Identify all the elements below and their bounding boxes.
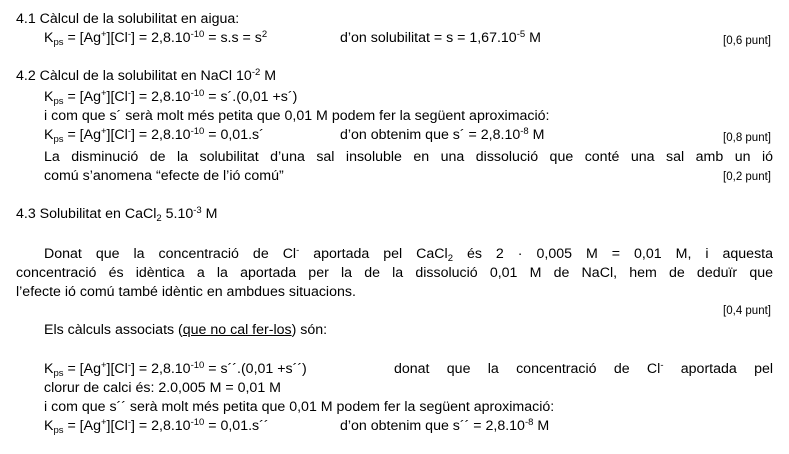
approx-equation-4-3: $K_{ps} = [Ag^+][Cl^-] = 2,8.10^{-10}$ = 0,01.s´´ [44,417,269,436]
approximation-text-4-3: i com que s´´ serà molt més petita que 0,01 M podem fer la següent aproximació: [44,399,555,415]
points-4-1: [0,6 punt] [723,35,771,47]
cacl2-paragraph-line-3: l’efecte ió comú també idèntic en ambdues situacions. [16,284,356,300]
section-4-3-heading: 4.3 Solubilitat en CaCl$_2$ $5.10^{-3}$ M [16,205,218,224]
section-4-1-heading: 4.1 Càlcul de la solubilitat en aigua: [16,11,240,27]
points-4-2-definition: [0,2 punt] [723,171,771,183]
approximation-text-4-2: i com que s´ serà molt més petita que 0,01 M podem fer la següent aproximació: [44,108,550,124]
points-4-2-calc: [0,8 punt] [723,132,771,144]
cacl2-paragraph-line-2: concentració és idèntica a la aportada per la de la dissolució 0,01 M de NaCl, hem de deduïr que [16,265,773,281]
common-ion-paragraph-line-2: comú s’anomena “efecte de l’ió comú” [44,168,284,184]
solubility-result-4-2: d’on obtenim que s´ = $2,8.10^{-8}$ M [340,126,545,143]
ksp-equation-4-2: $K_{ps} = [Ag^+][Cl^-] = 2,8.10^{-10}$ = s´.(0,01 +s´) [44,88,298,107]
common-ion-paragraph-line-1: La disminució de la solubilitat d’una sal insoluble en una dissolució que conté una sal amb un ió [44,149,773,165]
calcium-chloride-line: clorur de calci és: 2.0,005 M = 0,01 M [44,380,281,396]
section-4-2-heading: 4.2 Càlcul de la solubilitat en NaCl $10^{-2}$ M [16,67,277,84]
ksp-equation-4-3: $K_{ps} = [Ag^+][Cl^-] = 2,8.10^{-10}$ = s´´.(0,01 +s´´) [44,360,307,379]
solubility-result-4-1: d’on solubilitat = $s = 1,67.10^{-5}$ M [340,29,541,46]
solubility-result-4-3: d’on obtenim que s´´ = $2,8.10^{-8}$ M [340,417,550,434]
approx-equation-4-2: $K_{ps} = [Ag^+][Cl^-] = 2,8.10^{-10}$ = 0,01.s´ [44,126,264,145]
cacl2-paragraph-line-1: Donat que la concentració de Cl- aportada pel CaCl$_2$ és 2 · 0,005 M = 0,01 M, i aquesta [44,245,773,264]
chloride-concentration-text: donat que la concentració de Cl- aportada pel [394,360,774,377]
calculations-intro: Els càlculs associats (que no cal fer-los) són: [44,322,328,338]
ksp-equation-4-1: $K_{ps} = [Ag^+][Cl^-] = 2,8.10^{-10} = s.s = s^2$ [44,29,268,48]
points-4-3: [0,4 punt] [723,305,771,317]
